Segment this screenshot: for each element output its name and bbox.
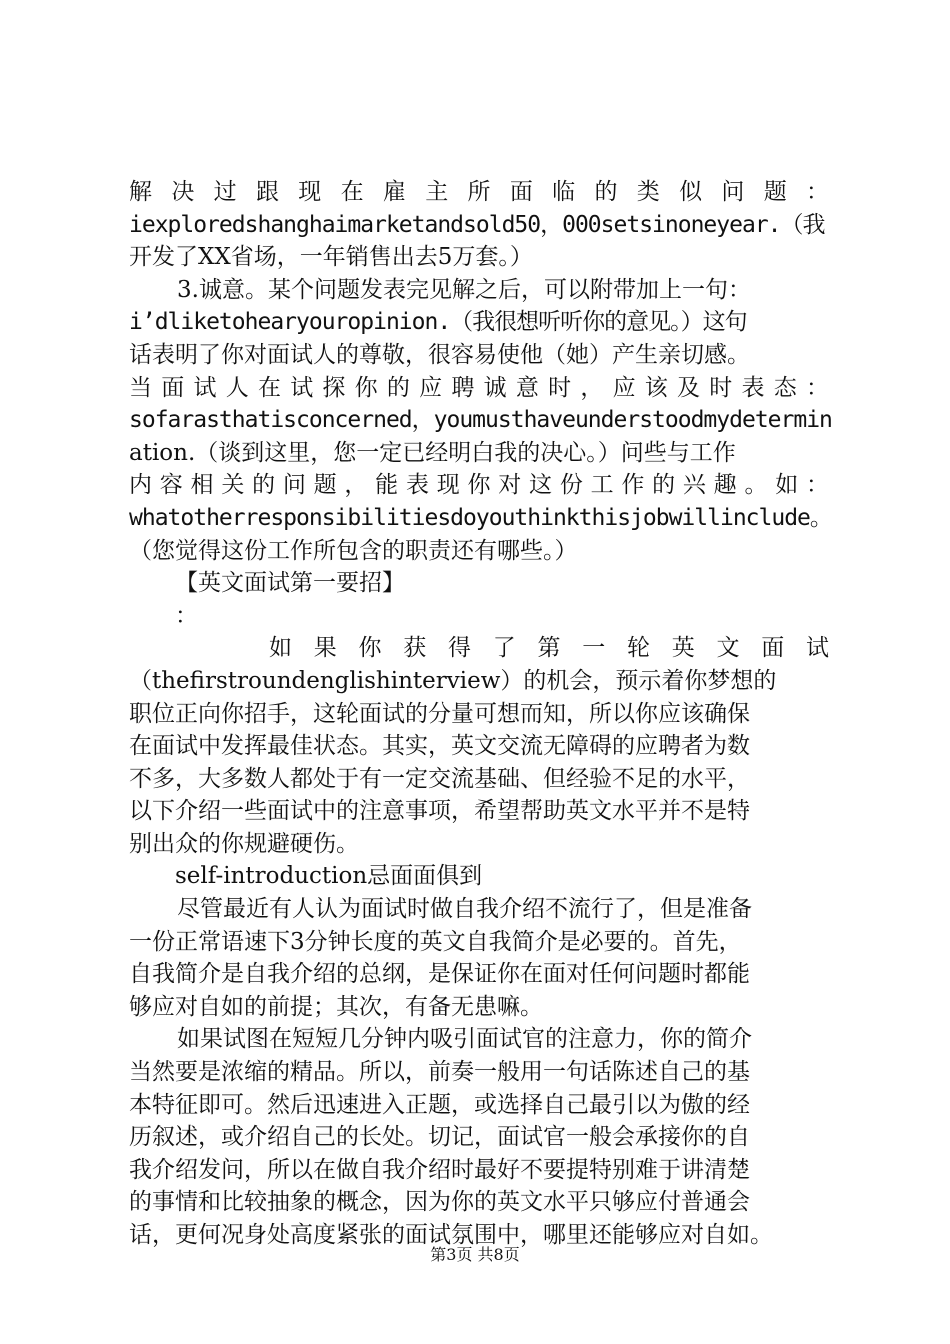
text-line: 如果你获得了第一轮英文面试	[269, 635, 829, 662]
text-line: 职位正向你招手，这轮面试的分量可想而知，所以你应该确保	[129, 700, 750, 727]
text-line: 的事情和比较抽象的概念，因为你的英文水平只够应付普通会	[129, 1189, 750, 1216]
text-line: 当面试人在试探你的应聘诚意时，应该及时表态：	[129, 374, 829, 401]
text-line: 在面试中发挥最佳状态。其实，英文交流无障碍的应聘者为数	[129, 733, 750, 760]
text-line: i’dliketohearyouropinion.（我很想听听你的意见。）这句	[129, 309, 747, 336]
page-footer	[0, 1242, 950, 1265]
document-body	[129, 176, 832, 1252]
text-line: 3.诚意。某个问题发表完见解之后，可以附带加上一句：	[177, 276, 751, 303]
text-line: 话表明了你对面试人的尊敬，很容易使他（她）产生亲切感。	[129, 341, 750, 368]
text-line: （您觉得这份工作所包含的职责还有哪些。）	[129, 537, 578, 564]
text-line: 不多，大多数人都处于有一定交流基础、但经验不足的水平，	[129, 765, 750, 792]
text-line: sofarasthatisconcerned，youmusthaveunderstoodmydetermin	[129, 407, 832, 434]
text-line: 当然要是浓缩的精品。所以，前奏一般用一句话陈述自己的基	[129, 1059, 750, 1086]
text-line: 话，更何况身处高度紧张的面试氛围中，哪里还能够应对自如。	[129, 1222, 773, 1248]
text-line: ation.（谈到这里，您一定已经明白我的决心。）问些与工作	[129, 439, 736, 466]
text-line: 够应对自如的前提；其次，有备无患嘛。	[129, 993, 543, 1020]
text-line: 以下介绍一些面试中的注意事项，希望帮助英文水平并不是特	[129, 798, 750, 825]
text-line: 如果试图在短短几分钟内吸引面试官的注意力，你的简介	[177, 1026, 752, 1053]
section-heading: 【英文面试第一要招】	[175, 570, 405, 597]
text-line: 我介绍发问，所以在做自我介绍时最好不要提特别难于讲清楚	[129, 1156, 750, 1183]
text-line: 内容相关的问题，能表现你对这份工作的兴趣。如：	[129, 472, 829, 499]
text-line: （thefirstroundenglishinterview）的机会，预示着你梦想的	[129, 667, 777, 694]
text-line: 自我简介是自我介绍的总纲，是保证你在面对任何问题时都能	[129, 961, 750, 988]
text-line: 别出众的你规避硬伤。	[129, 830, 359, 857]
page-number-label: 第3页 共8页	[430, 1245, 520, 1264]
text-line: 解决过跟现在雇主所面临的类似问题：	[129, 179, 829, 205]
text-line: 本特征即可。然后迅速进入正题，或选择自己最引以为傲的经	[129, 1091, 750, 1118]
text-line: 开发了XX省场，一年销售出去5万套。）	[129, 244, 533, 271]
section-heading: self-introduction忌面面俱到	[175, 863, 483, 890]
text-line: whatotherresponsibilitiesdoyouthinkthisjobwillinclude。	[129, 504, 832, 531]
text-line: 一份正常语速下3分钟长度的英文自我简介是必要的。首先，	[129, 928, 742, 955]
text-line: ：	[175, 602, 198, 629]
text-line: 尽管最近有人认为面试时做自我介绍不流行了，但是准备	[177, 896, 752, 923]
text-line: 历叙述，或介绍自己的长处。切记，面试官一般会承接你的自	[129, 1124, 750, 1151]
text-line: iexploredshanghaimarketandsold50，000setsinoneyear.（我	[129, 211, 825, 238]
